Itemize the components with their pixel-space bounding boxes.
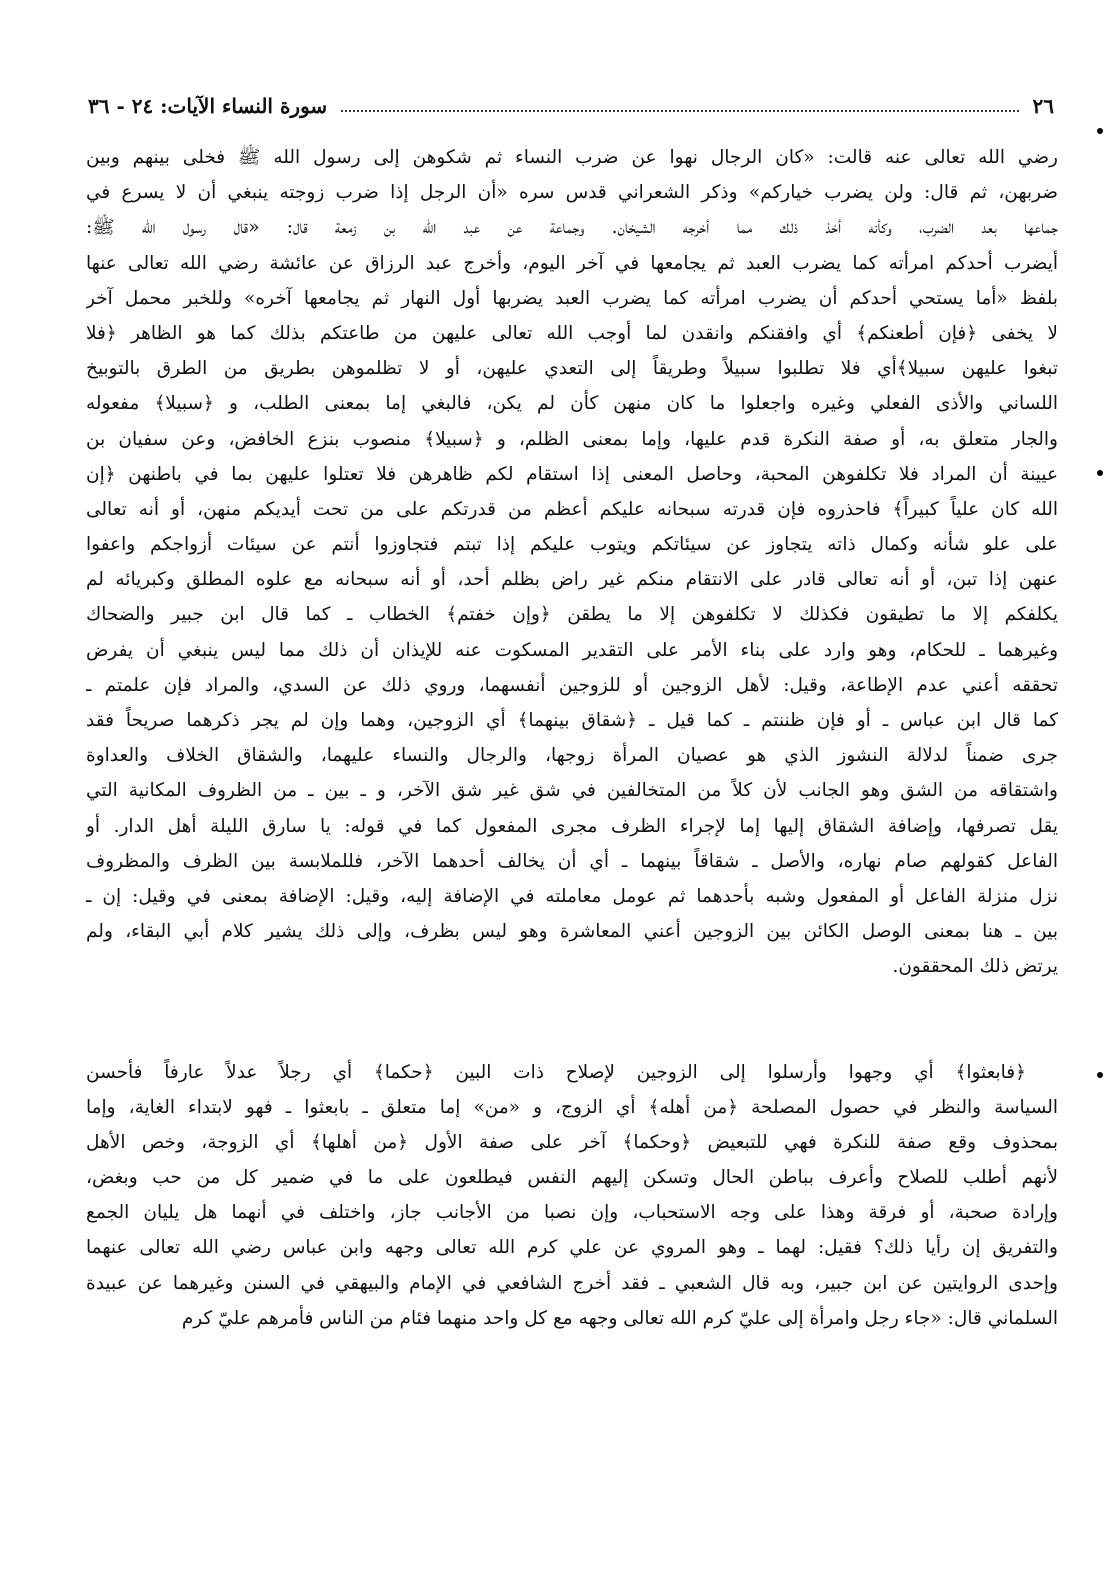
text-line: تحققه أعني عدم الإطاعة، وقيل: لأهل الزوجين أو للزوجين أنفسهما، وروي ذلك عن السدي، والمراد فإن علمتم ـ — [86, 674, 1058, 696]
text-line: وإحدى الروايتين عن ابن جبير، وبه قال الشعبي ـ فقد أخرج الشافعي في الإمام والبيهقي في السنن وغيرهما عن عبيدة — [86, 1272, 1058, 1294]
text-line: يرتض ذلك المحققون. — [892, 956, 1058, 978]
text-line: وإرادة صحبة، أو فرقة وهذا على وجه الاستحباب، وإن نصبا من الأجانب جاز، واختلف في أنهما هل يليان الجمع — [86, 1202, 1058, 1224]
text-line: والتفريق إن رأيا ذلك؟ فقيل: لهما ـ وهو المروي عن علي كرم الله تعالى وجهه وابن عباس رضي الله تعالى عنهما — [86, 1237, 1058, 1259]
text-line: لا يخفى ﴿فإن أطعنكم﴾ أي وافقنكم وانقدن لما أوجب الله تعالى عليهن من طاعتكم بذلك كما هو الظاهر ﴿فلا — [86, 322, 1058, 344]
text-line: عنهن إذا تبن، أو أنه تعالى قادر على الانتقام منكم غير راض بظلم أحد، أو أنه سبحانه مع علوه المطلق وكبريائه لم — [86, 569, 1058, 591]
text-line: بمحذوف وقع صفة للنكرة فهي للتبعيض ﴿وحكما﴾ آخر على صفة الأول ﴿من أهلها﴾ أي الزوجة، وخص الأهل — [86, 1131, 1058, 1153]
text-line: ضربهن، ثم قال: ولن يضرب خياركم» وذكر الشعراني قدس سره «أن الرجل إذا ضرب زوجته ينبغي أن لا يسرع في — [86, 182, 1058, 204]
text-line: السياسة والنظر في حصول المصلحة ﴿من أهله﴾ أي الزوج، و «من» إما متعلق ـ بابعثوا ـ فهو لابتداء الغاية، وإما — [86, 1096, 1058, 1118]
text-line: واشتقاقه من الشق وهو الجانب لأن كلاً من المتخالفين في شق غير شق الآخر، و ـ بين ـ من الظروف المكانية التي — [86, 780, 1058, 802]
paragraph-2 — [86, 1055, 1058, 1337]
header-dot-leader — [341, 110, 1018, 112]
text-line: السلماني قال: «جاء رجل وامرأة إلى عليّ كرم الله تعالى وجهه مع كل واحد منهما فئام من الناس فأمرهم عليّ كرم — [181, 1307, 1058, 1329]
text-line: والجار متعلق به، أو صفة النكرة قدم عليها، وإما بمعنى الظلم، و ﴿سبيلا﴾ منصوب بنزع الخافض، وعن سفيان بن — [86, 428, 1058, 450]
text-line: اللساني والأذى الفعلي وغيره واجعلوا ما كان منهن كأن لم يكن، فالبغي إما بمعنى الطلب، و ﴿سبيلا﴾ مفعوله — [86, 393, 1058, 415]
text-line: عيينة أن المراد فلا تكلفوهن المحبة، وحاصل المعنى إذا استقام لكم ظاهرهن فلا تعتلوا عليهن بما في باطنهن ﴿إن — [86, 463, 1058, 485]
text-line: جرى ضمناً لدلالة النشوز الذي هو عصيان المرأة زوجها، والرجال والنساء عليهما، والشقاق الخلاف والعداوة — [86, 745, 1058, 767]
running-header — [88, 86, 1054, 126]
page-number: ٢٦ — [1032, 94, 1054, 118]
margin-mark — [1097, 470, 1103, 476]
text-line: الفاعل كقولهم صام نهاره، والأصل ـ شقاقاً بينهما ـ أي أن يخالف أحدهما الآخر، فللملابسة بين الظرف والمظروف — [86, 850, 1058, 872]
page-body — [86, 140, 1058, 1336]
text-line: تبغوا عليهن سبيلا﴾أي فلا تطلبوا سبيلاً وطريقاً إلى التعدي عليهن، أو لا تظلموهن بطريق من الطرق بالتوبيخ — [86, 358, 1058, 380]
text-line: نزل منزلة الفاعل أو المفعول وشبه بأحدهما ثم عومل معاملته في الإضافة إليه، وقيل: الإضافة بمعنى في وقيل: إن ـ — [86, 885, 1058, 907]
text-line: بلفظ «أما يستحي أحدكم أن يضرب امرأته كما يضرب العبد يضربها أول النهار ثم يجامعها آخره» وللخبر محمل آخر — [86, 287, 1058, 309]
text-line: يكلفكم إلا ما تطيقون فكذلك لا تكلفوهن إلا ما يطقن ﴿وإن خفتم﴾ الخطاب ـ كما قال ابن جبير والضحاك — [86, 604, 1058, 626]
margin-mark — [1097, 128, 1103, 134]
text-line: كما قال ابن عباس ـ أو فإن ظننتم ـ كما قيل ـ ﴿شقاق بينهما﴾ أي الزوجين، وهما وإن لم يجر ذكرهما صريحاً فقد — [86, 710, 1058, 731]
text-line: رضي الله تعالى عنه قالت: «كان الرجال نهوا عن ضرب النساء ثم شكوهن إلى رسول الله ﷺ فخلى بينهم وبين — [86, 147, 1058, 168]
paragraph-gap — [86, 985, 1058, 1055]
text-line: يقل تصرفها، وإضافة الشقاق إليها إما لإجراء الظرف مجرى المفعول كما في قوله: يا سارق الليلة أهل الدار. أو — [86, 815, 1058, 837]
running-title: سورة النساء الآيات: ٢٤ - ٣٦ — [88, 94, 328, 118]
text-line: جماعها بعد الضرب، وكأنه أخذ ذلك مما أخرجه الشيخان. وجماعة عن عبد الله بن زمعة قال: «قال رسول الله ﷺ: — [86, 217, 1058, 239]
text-line: على علو شأنه وكمال ذاته يتجاوز عن سيئاتكم ويتوب عليكم إذا تبتم فتجاوزوا أنتم عن سيئات أزواجكم واعفوا — [86, 534, 1058, 556]
paragraph-1 — [86, 140, 1058, 985]
text-line: ﴿فابعثوا﴾ أي وجهوا وأرسلوا إلى الزوجين لإصلاح ذات البين ﴿حكما﴾ أي رجلاً عدلاً عارفاً فأحسن — [86, 1061, 1026, 1083]
text-line: الله كان علياً كبيراً﴾ فاحذروه فإن قدرته سبحانه عليكم أعظم من قدرتكم على من تحت أيديكم منهن، أو أنه تعالى — [86, 498, 1058, 520]
text-line: أيضرب أحدكم امرأته كما يضرب العبد ثم يجامعها في آخر اليوم، وأخرج عبد الرزاق عن عائشة رضي الله تعالى عنها — [86, 252, 1058, 274]
text-line: وغيرهما ـ للحكام، وهو وارد على بناء الأمر على التقدير المسكوت عنه للإيذان أن ذلك مما ليس ينبغي أن يفرض — [86, 639, 1058, 661]
text-line: لأنهم أطلب للصلاح وأعرف بباطن الحال وتسكن إليهم النفس فيطلعون على ما في ضمير كل من حب وبغض، — [86, 1167, 1058, 1189]
margin-mark — [1097, 1072, 1103, 1078]
text-line: بين ـ هنا بمعنى الوصل الكائن بين الزوجين أعني المعاشرة وهو ليس بظرف، وإلى ذلك يشير كلام أبي البقاء، ولم — [86, 921, 1058, 943]
